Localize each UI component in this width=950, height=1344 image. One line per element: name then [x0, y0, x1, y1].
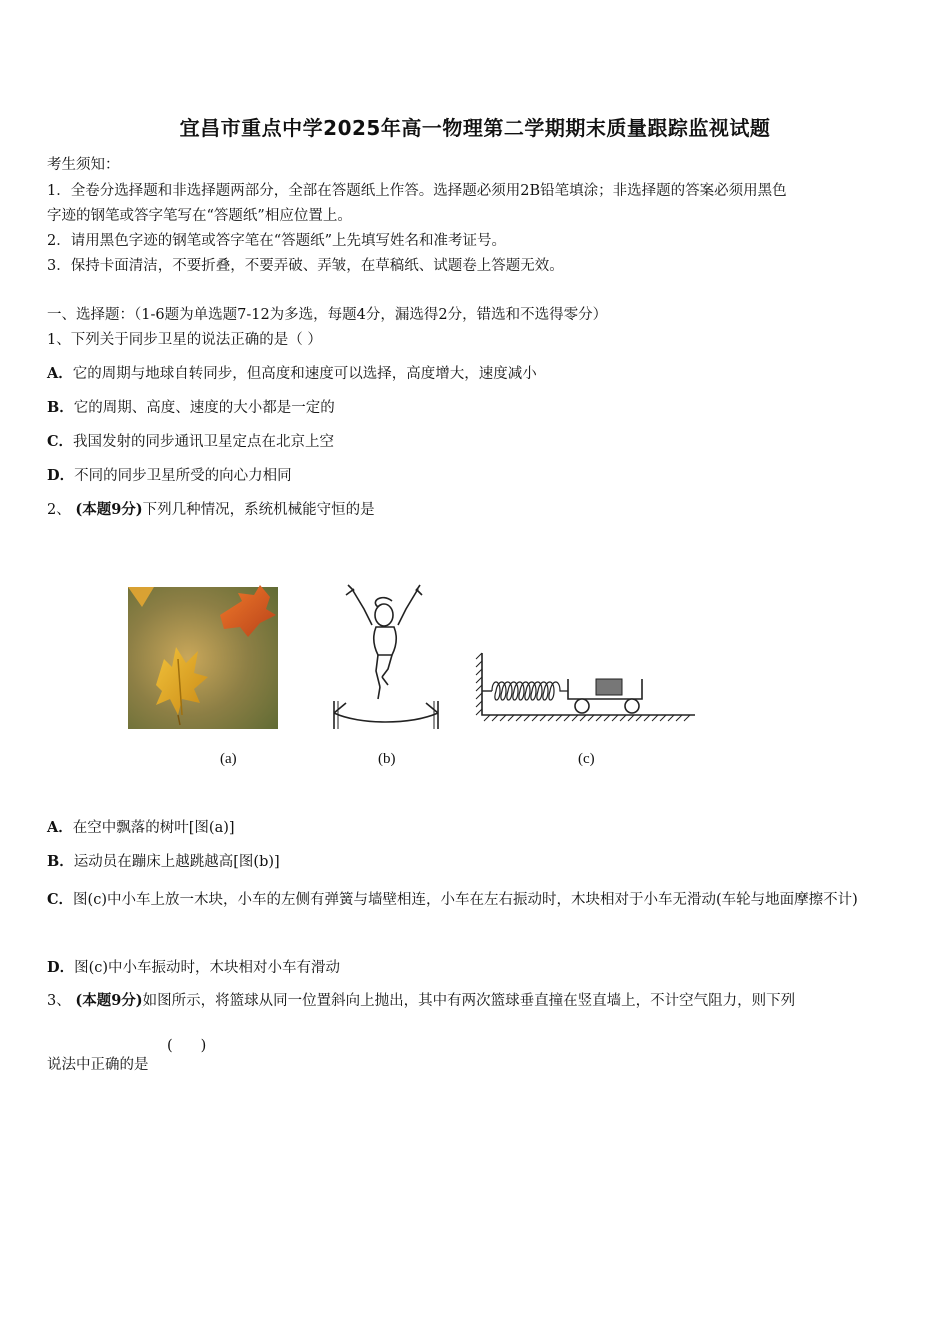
q2-stem: [47, 498, 375, 519]
notice-item-3: 3．保持卡面清洁，不要折叠，不要弄破、弄皱，在草稿纸、试题卷上答题无效。: [47, 258, 564, 274]
option-text: 它的周期、高度、速度的大小都是一定的: [73, 400, 335, 416]
caption-a: (a): [220, 751, 237, 767]
q2-option-b: [47, 850, 280, 871]
q1-option-a: [47, 362, 537, 383]
caption-c: (c): [578, 751, 595, 767]
option-label: A．: [47, 365, 73, 382]
exam-title: 宜昌市重点中学2025年高一物理第二学期期末质量跟踪监视试题: [179, 116, 771, 140]
q1-stem: 1、下列关于同步卫星的说法正确的是（ ）: [47, 332, 322, 348]
q3-stem: [47, 989, 795, 1010]
option-text: 它的周期与地球自转同步，但高度和速度可以选择，高度增大，速度减小: [72, 366, 537, 382]
option-text: 图(c)中小车上放一木块，小车的左侧有弹簧与墙壁相连，小车在左右振动时，木块相对于小车无滑动(车轮与地面摩擦不计): [73, 892, 858, 908]
q2-number: 2、: [47, 502, 71, 518]
option-label: C．: [47, 433, 74, 450]
section-heading: 一、选择题：（1-6题为单选题7-12为多选，每题4分，漏选得2分，错选和不选得零分）: [47, 307, 608, 323]
q1-option-c: [47, 430, 334, 451]
q3-answer-paren: (): [167, 1038, 235, 1054]
option-text: 图(c)中小车振动时，木块相对小车有滑动: [74, 960, 341, 976]
q3-score: (本题9分): [75, 992, 143, 1009]
notice-item-1-cont: 字迹的钢笔或答字笔写在“答题纸”相应位置上。: [47, 208, 352, 224]
q2-figure-svg: [120, 575, 720, 775]
notice-heading: 考生须知：: [47, 157, 120, 173]
option-label: D．: [47, 467, 75, 484]
option-text: 不同的同步卫星所受的向心力相同: [74, 468, 292, 484]
notice-item-2: 2．请用黑色字迹的钢笔或答字笔在“答题纸”上先填写姓名和准考证号。: [47, 233, 507, 249]
option-label: A．: [47, 819, 73, 836]
q2-figure: [120, 575, 720, 775]
notice-item-1: 1．全卷分选择题和非选择题两部分，全部在答题纸上作答。选择题必须用2B铅笔填涂；非选择题的答案必须用黑色: [47, 183, 787, 199]
option-label: D．: [47, 959, 75, 976]
option-label: B．: [47, 399, 74, 416]
q2-option-d: [47, 956, 340, 977]
option-label: B．: [47, 853, 74, 870]
falling-leaves-photo: [128, 585, 278, 729]
q2-text: 下列几种情况，系统机械能守恒的是: [142, 502, 375, 518]
q2-option-a: [47, 816, 235, 837]
q3-stem-cont: 说法中正确的是: [47, 1057, 149, 1073]
spring-cart-drawing: [476, 653, 695, 721]
option-text: 运动员在蹦床上越跳越高[图(b)]: [73, 854, 280, 870]
q1-option-d: [47, 464, 292, 485]
option-text: 我国发射的同步通讯卫星定点在北京上空: [73, 434, 335, 450]
option-label: C．: [47, 891, 74, 908]
q1-option-b: [47, 396, 335, 417]
q3-number: 3、: [47, 993, 71, 1009]
trampoline-athlete-drawing: [334, 585, 438, 729]
q2-option-c: [47, 880, 907, 920]
q2-score: (本题9分): [75, 501, 143, 518]
option-text: 在空中飘落的树叶[图(a)]: [72, 820, 235, 836]
caption-b: (b): [378, 751, 396, 767]
q3-text: 如图所示，将篮球从同一位置斜向上抛出，其中有两次篮球垂直撞在竖直墙上，不计空气阻力，则下列: [142, 993, 796, 1009]
